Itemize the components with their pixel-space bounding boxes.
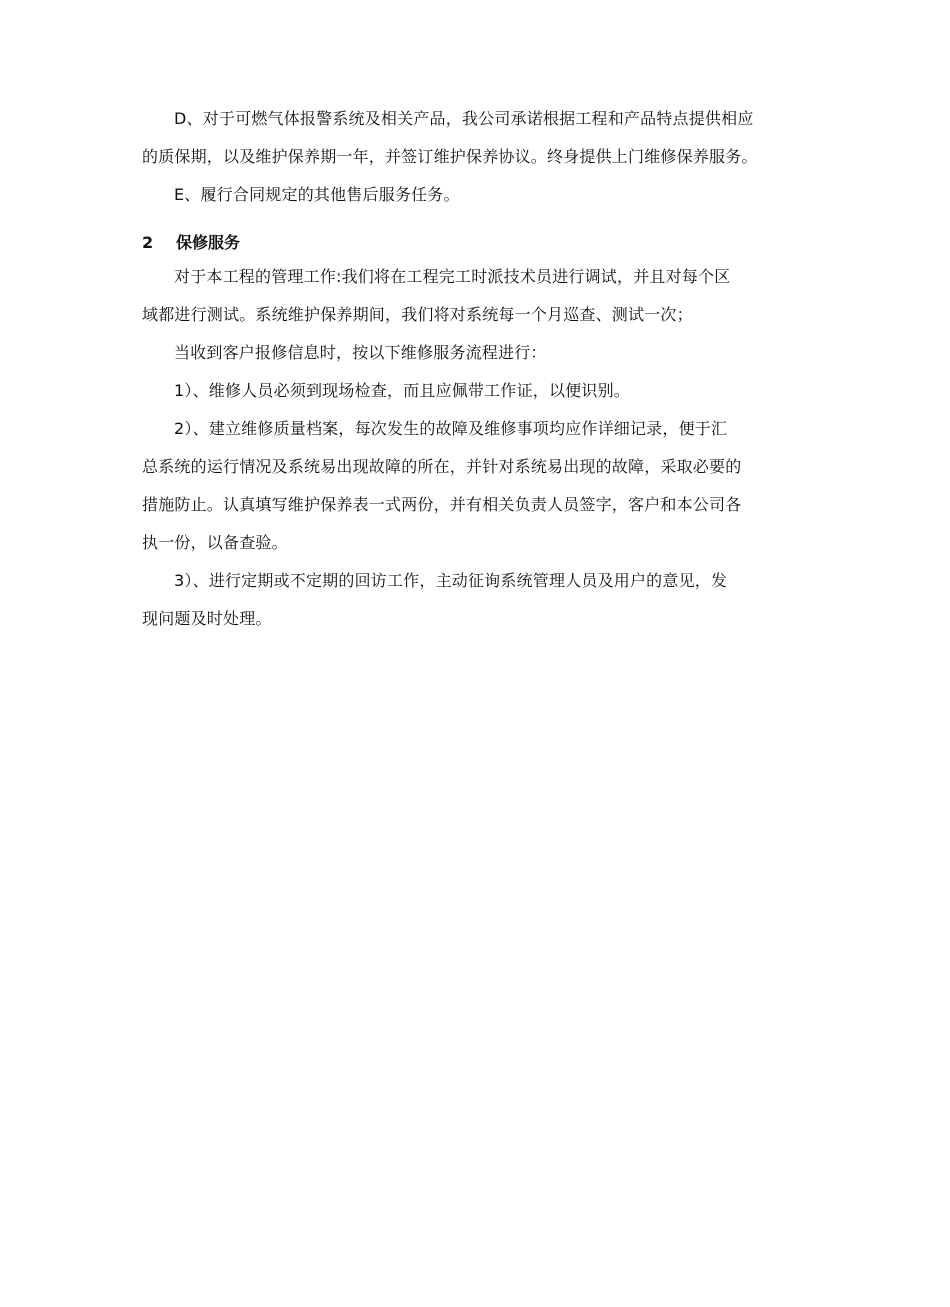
paragraph-line: 措施防止。认真填写维护保养表一式两份，并有相关负责人员签字，客户和本公司各 bbox=[142, 495, 742, 514]
paragraph-step-3 bbox=[142, 562, 812, 638]
paragraph-line: 域都进行测试。系统维护保养期间，我们将对系统每一个月巡查、测试一次； bbox=[142, 305, 693, 324]
paragraph-line: 1）、维修人员必须到现场检查，而且应佩带工作证，以便识别。 bbox=[174, 381, 630, 400]
paragraph-management bbox=[142, 258, 812, 334]
paragraph-line: E、履行合同规定的其他售后服务任务。 bbox=[174, 185, 460, 204]
section-title: 保修服务 bbox=[176, 233, 241, 252]
paragraph-item-d bbox=[142, 100, 812, 176]
paragraph-line: 现问题及时处理。 bbox=[142, 609, 272, 628]
paragraph-step-1 bbox=[142, 372, 812, 410]
section-heading bbox=[142, 226, 240, 260]
paragraph-line: 执一份，以备查验。 bbox=[142, 533, 288, 552]
paragraph-line: 当收到客户报修信息时，按以下维修服务流程进行： bbox=[174, 343, 547, 362]
paragraph-line: 的质保期，以及维护保养期一年，并签订维护保养协议。终身提供上门维修保养服务。 bbox=[142, 147, 758, 166]
paragraph-line: 3）、进行定期或不定期的回访工作，主动征询系统管理人员及用户的意见，发 bbox=[174, 571, 728, 590]
paragraph-step-2 bbox=[142, 410, 812, 562]
paragraph-line: 2）、建立维修质量档案，每次发生的故障及维修事项均应作详细记录，便于汇 bbox=[174, 419, 728, 438]
paragraph-item-e bbox=[142, 176, 812, 214]
paragraph-repair-flow bbox=[142, 334, 812, 372]
section-number: 2 bbox=[142, 233, 154, 252]
paragraph-line: D、对于可燃气体报警系统及相关产品，我公司承诺根据工程和产品特点提供相应 bbox=[174, 109, 754, 128]
paragraph-line: 对于本工程的管理工作:我们将在工程完工时派技术员进行调试，并且对每个区 bbox=[174, 267, 731, 286]
paragraph-line: 总系统的运行情况及系统易出现故障的所在，并针对系统易出现的故障，采取必要的 bbox=[142, 457, 742, 476]
